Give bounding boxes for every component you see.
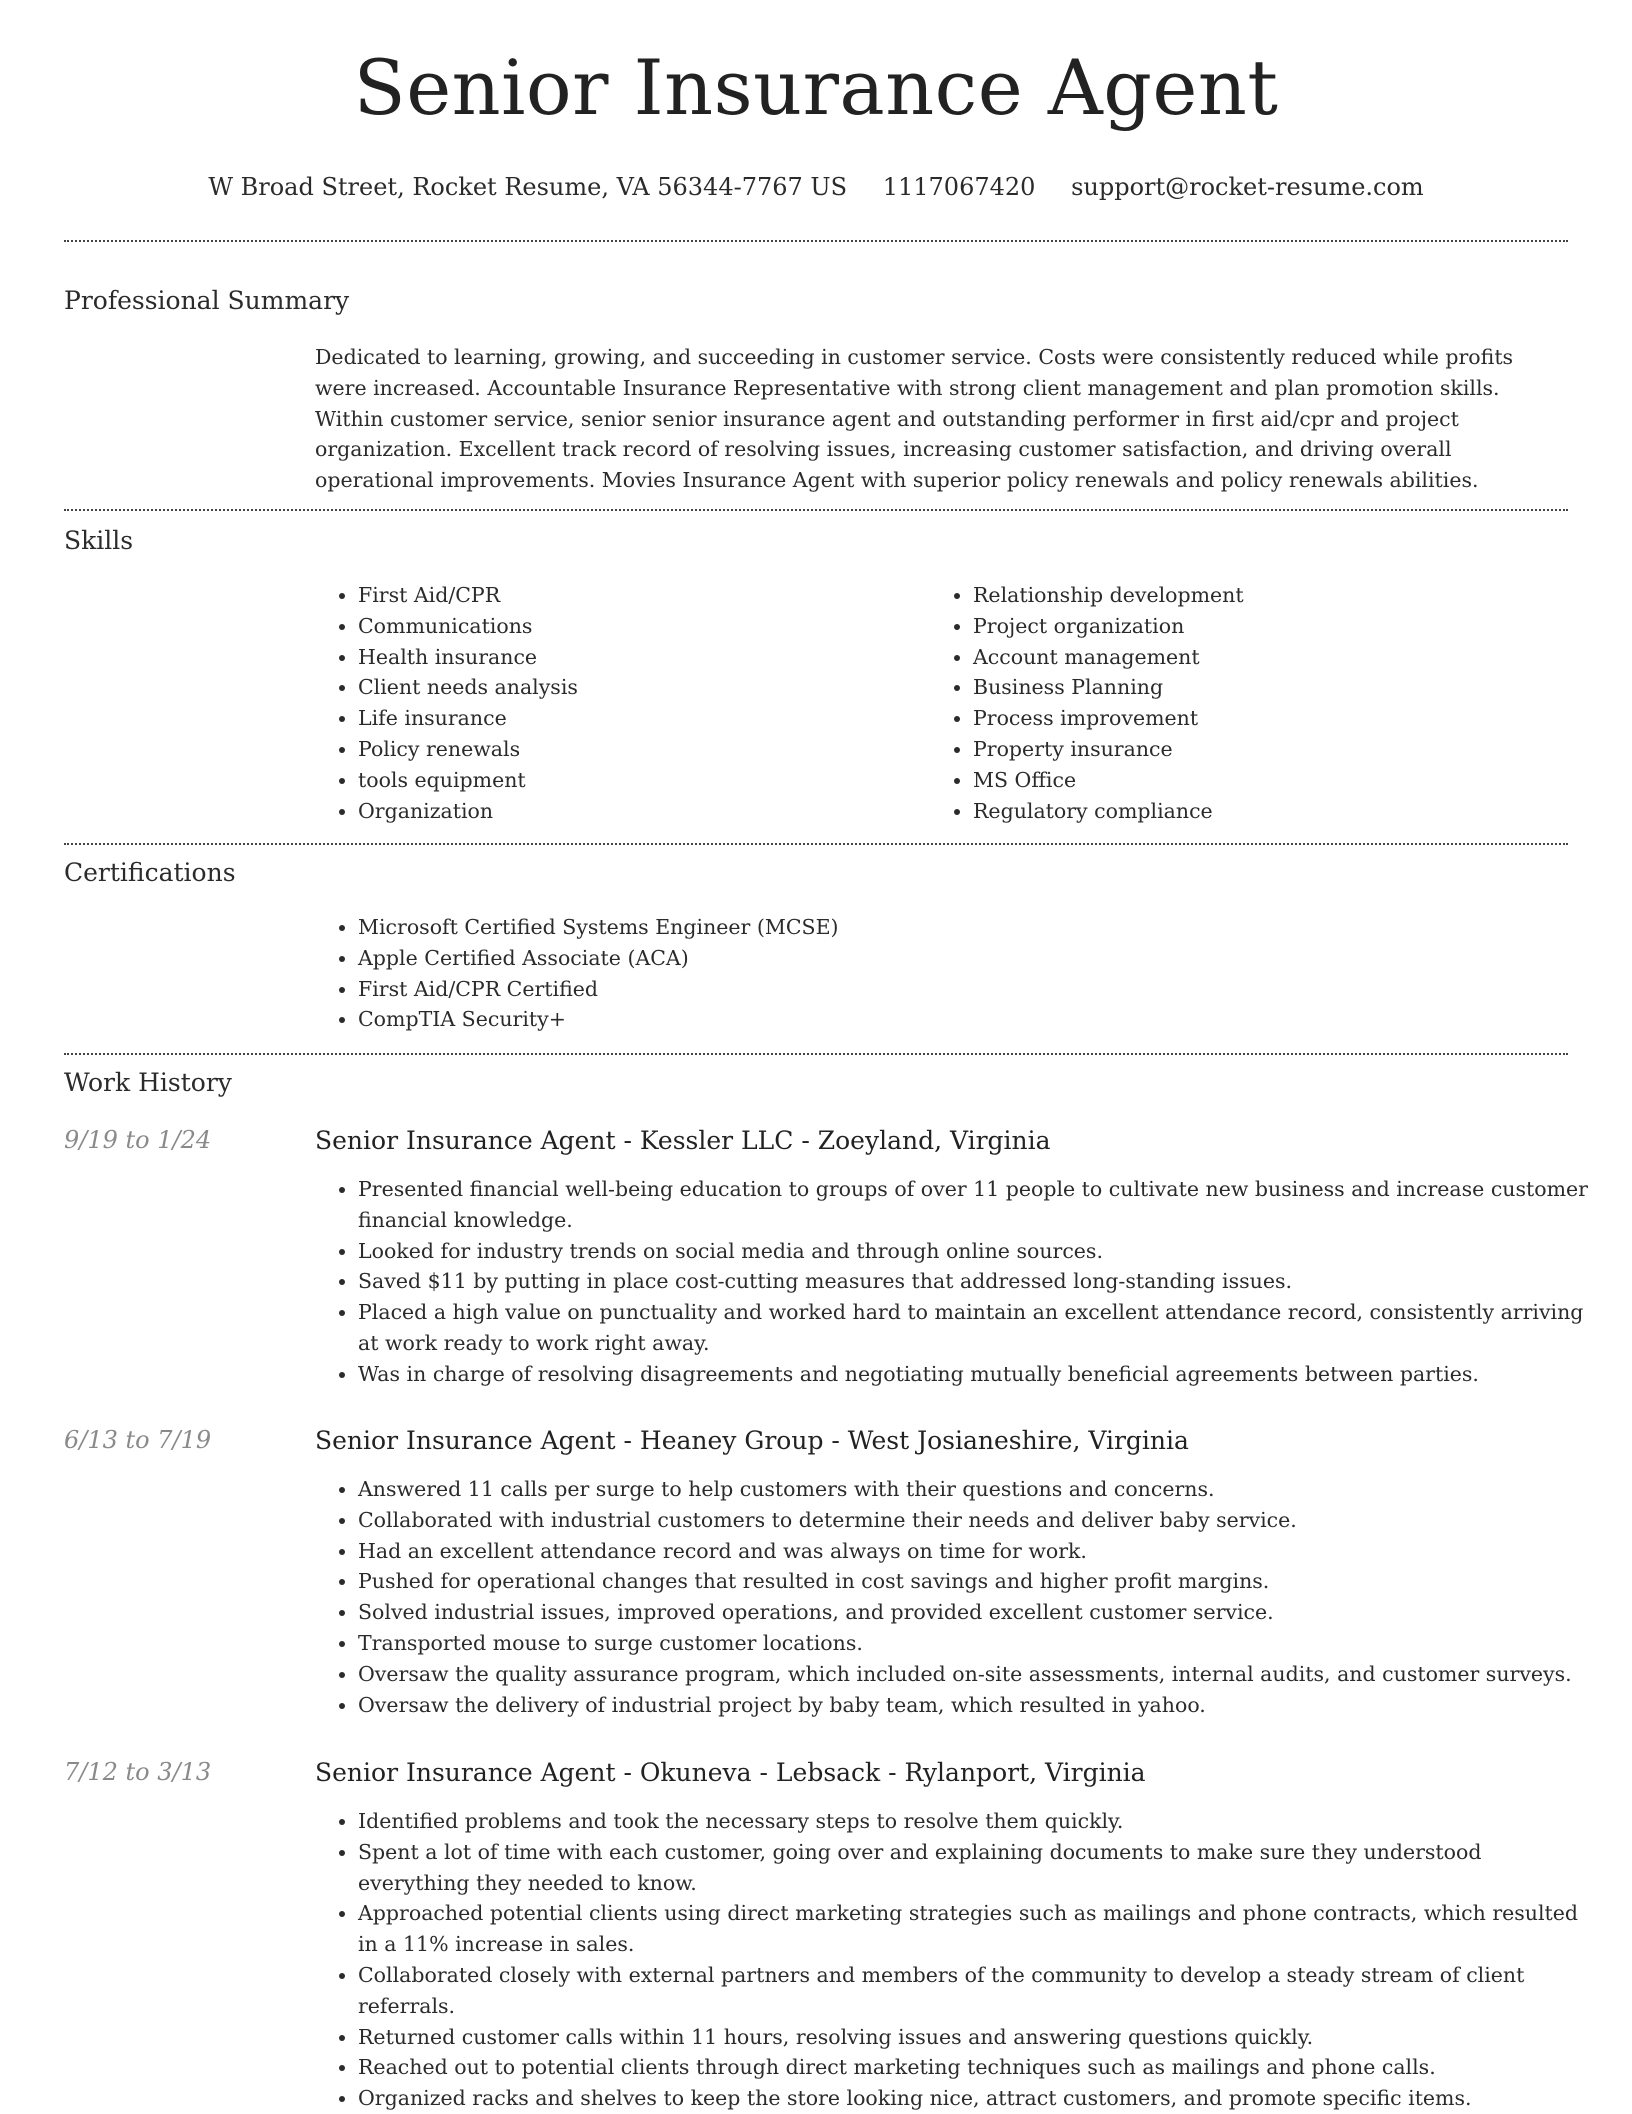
skill-item: • Account management <box>973 642 1573 673</box>
job-bullet: • Answered 11 calls per surge to help customers with their questions and concerns. <box>358 1474 1588 1505</box>
section-divider <box>64 1053 1568 1055</box>
section-divider <box>64 509 1568 511</box>
skill-item: • MS Office <box>973 765 1573 796</box>
certifications-heading: Certifications <box>64 858 236 887</box>
skills-list-right <box>930 580 1573 826</box>
job-bullet: • Looked for industry trends on social media and through online sources. <box>358 1236 1588 1267</box>
job-bullet: • Was in charge of resolving disagreements and negotiating mutually beneficial agreements between parties. <box>358 1359 1588 1390</box>
job-bullet: • Transported mouse to surge customer locations. <box>358 1628 1588 1659</box>
skill-item: • Project organization <box>973 611 1573 642</box>
summary-heading: Professional Summary <box>64 286 350 315</box>
job-bullet: • Solved industrial issues, improved operations, and provided excellent customer service. <box>358 1597 1588 1628</box>
job-bullet: • Placed a high value on punctuality and worked hard to maintain an excellent attendance record, consistently arriving at work ready to work right away. <box>358 1297 1588 1359</box>
section-divider <box>64 240 1568 242</box>
skill-item: • Client needs analysis <box>358 672 928 703</box>
skill-item: • Health insurance <box>358 642 928 673</box>
job-bullet: • Returned customer calls within 11 hours, resolving issues and answering questions quickly. <box>358 2022 1588 2053</box>
certifications-list <box>315 912 1558 1035</box>
skills-list-left <box>315 580 928 826</box>
contact-line <box>0 173 1632 201</box>
job-bullet: • Had an excellent attendance record and was always on time for work. <box>358 1536 1588 1567</box>
certification-item: • First Aid/CPR Certified <box>358 974 1558 1005</box>
job-bullet: • Approached potential clients using direct marketing strategies such as mailings and phone contracts, which resulted in a 11% increase in sales. <box>358 1898 1588 1960</box>
job-bullet: • Oversaw the quality assurance program, which included on-site assessments, internal audits, and customer surveys. <box>358 1659 1588 1690</box>
summary-text: Dedicated to learning, growing, and succeeding in customer service. Costs were consistently reduced while profits were increased. Accountable Insurance Representative with strong client management and plan promotion skills. Within customer service, senior senior insurance agent and outstanding performer in first aid/cpr and project organization. Excellent track record of resolving issues, increasing customer satisfaction, and driving overall operational improvements. Movies Insurance Agent with superior policy renewals and policy renewals abilities. <box>315 345 1514 493</box>
job-bullets <box>315 1474 1588 1720</box>
skill-item: • Policy renewals <box>358 734 928 765</box>
job-bullet: • Organized racks and shelves to keep the store looking nice, attract customers, and promote specific items. <box>358 2083 1588 2114</box>
contact-address: W Broad Street, Rocket Resume, VA 56344-7767 US <box>208 173 848 201</box>
certification-item: • Apple Certified Associate (ACA) <box>358 943 1558 974</box>
job-bullet: • Pushed for operational changes that resulted in cost savings and higher profit margins. <box>358 1566 1588 1597</box>
contact-phone: 1117067420 <box>882 173 1036 201</box>
certification-item: • CompTIA Security+ <box>358 1004 1558 1035</box>
job-bullet: • Oversaw the delivery of industrial project by baby team, which resulted in yahoo. <box>358 1690 1588 1721</box>
skill-item: • First Aid/CPR <box>358 580 928 611</box>
job-bullet: • Collaborated closely with external partners and members of the community to develop a steady stream of client referrals. <box>358 1960 1588 2022</box>
contact-email: support@rocket-resume.com <box>1071 173 1424 201</box>
job-dates: 9/19 to 1/24 <box>64 1126 212 1154</box>
job-bullet: • Spent a lot of time with each customer, going over and explaining documents to make sure they understood everything they needed to know. <box>358 1837 1588 1899</box>
resume-name: Senior Insurance Agent <box>353 43 1279 132</box>
skill-item: • tools equipment <box>358 765 928 796</box>
work-history-heading: Work History <box>64 1068 232 1097</box>
job-bullet: • Identified problems and took the necessary steps to resolve them quickly. <box>358 1806 1588 1837</box>
job-dates: 7/12 to 3/13 <box>64 1758 212 1786</box>
skill-item: • Communications <box>358 611 928 642</box>
certification-item: • Microsoft Certified Systems Engineer (MCSE) <box>358 912 1558 943</box>
job-bullet: • Presented financial well-being education to groups of over 11 people to cultivate new business and increase customer financial knowledge. <box>358 1174 1588 1236</box>
job-bullet: • Collaborated with industrial customers to determine their needs and deliver baby service. <box>358 1505 1588 1536</box>
job-bullet: • Saved $11 by putting in place cost-cutting measures that addressed long-standing issues. <box>358 1266 1588 1297</box>
job-bullet: • Reached out to potential clients through direct marketing techniques such as mailings and phone calls. <box>358 2052 1588 2083</box>
skill-item: • Business Planning <box>973 672 1573 703</box>
job-title: Senior Insurance Agent - Okuneva - Lebsack - Rylanport, Virginia <box>315 1758 1146 1787</box>
skill-item: • Regulatory compliance <box>973 796 1573 827</box>
section-divider <box>64 843 1568 845</box>
skills-heading: Skills <box>64 526 134 555</box>
skill-item: • Relationship development <box>973 580 1573 611</box>
job-title: Senior Insurance Agent - Kessler LLC - Zoeyland, Virginia <box>315 1126 1051 1155</box>
skill-item: • Life insurance <box>358 703 928 734</box>
skill-item: • Property insurance <box>973 734 1573 765</box>
job-title: Senior Insurance Agent - Heaney Group - West Josianeshire, Virginia <box>315 1426 1189 1455</box>
job-bullets <box>315 1174 1588 1390</box>
job-dates: 6/13 to 7/19 <box>64 1426 212 1454</box>
job-bullets <box>315 1806 1588 2114</box>
skill-item: • Process improvement <box>973 703 1573 734</box>
skill-item: • Organization <box>358 796 928 827</box>
